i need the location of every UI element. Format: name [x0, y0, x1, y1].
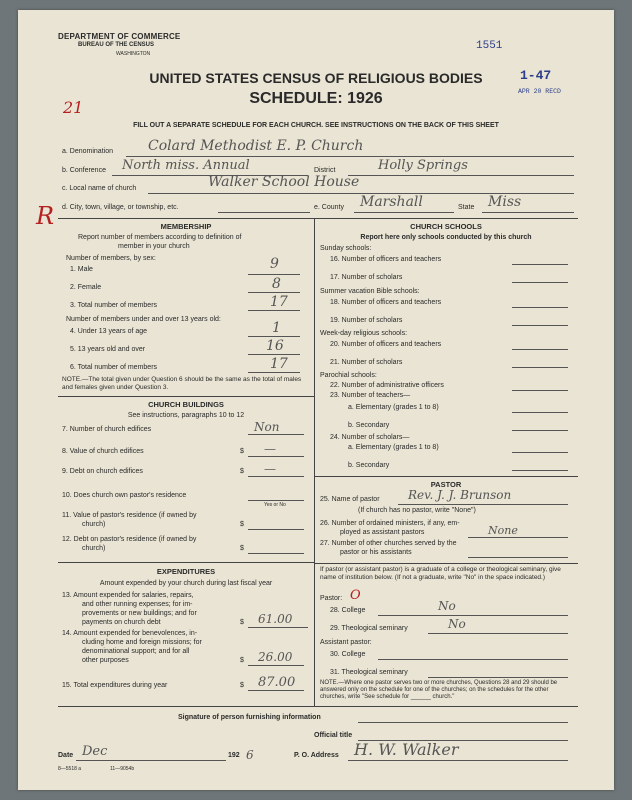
q26-label-1: 26. Number of ordained ministers, if any, em- — [320, 520, 460, 527]
district-label: District — [314, 167, 336, 174]
q11-dollar: $ — [240, 521, 244, 528]
print-code: 11—9054b — [110, 766, 135, 772]
pastor-mark: O — [350, 588, 361, 603]
state-value: Miss — [488, 194, 522, 210]
census-schedule-form — [18, 10, 614, 790]
buildings-title: CHURCH BUILDINGS — [148, 400, 224, 409]
q13-line-4: payments on church debt — [82, 619, 161, 626]
q12-label-2: church) — [82, 545, 106, 552]
q24b-label: b. Secondary — [348, 462, 390, 469]
weekday-schools-label: Week-day religious schools: — [320, 330, 408, 337]
q14-line-3: denominational support; and for all — [82, 648, 190, 655]
q12-dollar: $ — [240, 545, 244, 552]
city-name: WASHINGTON — [116, 51, 151, 57]
under-13-value: 1 — [272, 320, 281, 336]
q23b-label: b. Secondary — [348, 422, 390, 429]
members-by-sex: Number of members, by sex: — [66, 255, 156, 262]
q14-line-2: cluding home and foreign missions; for — [82, 639, 202, 646]
q10-hint: Yes or No — [264, 502, 286, 508]
q21-label: 21. Number of scholars — [330, 359, 403, 366]
state-label: State — [458, 204, 475, 211]
conference-label: b. Conference — [62, 167, 106, 174]
pastor-title: PASTOR — [430, 480, 462, 489]
expenditures-intro: Amount expended by your church during last fiscal year — [99, 580, 273, 587]
q11-label-2: church) — [82, 521, 106, 528]
parochial-schools-label: Parochial schools: — [320, 372, 377, 379]
denomination-label: a. Denomination — [62, 148, 113, 155]
schedule-title: SCHEDULE: 1926 — [249, 90, 383, 107]
q13-dollar: $ — [240, 619, 244, 626]
female-label: 2. Female — [70, 284, 102, 291]
sunday-schools-label: Sunday schools: — [320, 245, 372, 252]
schools-title: CHURCH SCHOOLS — [410, 222, 482, 231]
total-members-value: 17 — [270, 294, 288, 310]
over-13-value: 16 — [266, 338, 284, 354]
male-label: 1. Male — [70, 266, 93, 273]
q27-label-2: pastor or his assistants — [340, 549, 412, 556]
q31-label: 31. Theological seminary — [330, 669, 408, 676]
q30-label: 30. College — [330, 651, 366, 658]
year-digit: 6 — [246, 748, 254, 762]
q15-label: 15. Total expenditures during year — [62, 682, 168, 689]
buildings-subtitle: See instructions, paragraphs 10 to 12 — [127, 412, 245, 419]
q25-label: 25. Name of pastor — [320, 496, 380, 503]
date-label: Date — [58, 752, 74, 759]
local-name-label: c. Local name of church — [62, 185, 137, 192]
q16-label: 16. Number of officers and teachers — [330, 256, 442, 263]
q23-label: 23. Number of teachers— — [330, 392, 411, 399]
pastor-label: Pastor: — [320, 595, 343, 602]
instructions-line: FILL OUT A SEPARATE SCHEDULE FOR EACH CHURCH. SEE INSTRUCTIONS ON THE BACK OF THIS SHEET — [133, 122, 499, 129]
membership-note: NOTE.—The total given under Question 6 should be the same as the total of males and females given under Question 3. — [62, 376, 302, 391]
q17-label: 17. Number of scholars — [330, 274, 403, 281]
membership-intro-1: Report number of members according to definition of — [78, 234, 242, 241]
q14-line-1: 14. Amount expended for benevolences, in- — [62, 630, 198, 637]
local-name-value: Walker School House — [208, 174, 360, 190]
file-number-stamp: 1-47 — [520, 68, 552, 83]
county-label: e. County — [314, 204, 344, 211]
q29-label: 29. Theological seminary — [330, 625, 408, 632]
q7-value: Non — [254, 420, 280, 434]
q23a-label: a. Elementary (grades 1 to 8) — [348, 404, 439, 411]
red-mark: R — [36, 202, 55, 230]
summer-schools-label: Summer vacation Bible schools: — [320, 288, 420, 295]
pastor-note: NOTE.—Where one pastor serves two or more churches, Questions 28 and 29 should be answered only on the schedule for one of the churches; on the schedules for the other churches, write "See schedule for ______ church." — [320, 680, 558, 700]
received-date-stamp: APR 20 RECD — [518, 88, 561, 95]
under-13-label: 4. Under 13 years of age — [70, 328, 148, 335]
q24a-label: a. Elementary (grades 1 to 8) — [348, 444, 439, 451]
q9-label: 9. Debt on church edifices — [62, 468, 143, 475]
q8-label: 8. Value of church edifices — [62, 448, 144, 455]
signature-label: Signature of person furnishing information — [178, 714, 321, 721]
q26-label-2: ployed as assistant pastors — [340, 529, 425, 536]
q22-label: 22. Number of administrative officers — [330, 382, 444, 389]
age-intro: Number of members under and over 13 years old: — [66, 316, 221, 323]
college-note: If pastor (or assistant pastor) is a graduate of a college or theological seminary, give name of institution below. (If not a graduate, write "No" in the space indicated.) — [320, 566, 561, 581]
official-title-label: Official title — [314, 732, 353, 739]
q13-line-3: provements or new buildings; and for — [82, 610, 197, 617]
membership-intro-2: member in your church — [118, 243, 190, 250]
q10-label: 10. Does church own pastor's residence — [62, 492, 187, 499]
form-code: 8—5518 a — [58, 766, 82, 772]
q13-line-2: and other running expenses; for im- — [82, 601, 193, 608]
denomination-value: Colard Methodist E. P. Church — [148, 138, 364, 154]
q8-value: — — [264, 442, 276, 456]
district-value: Holly Springs — [378, 158, 468, 173]
year-prefix: 192 — [228, 752, 240, 759]
q13-value: 61.00 — [258, 612, 293, 626]
q9-value: — — [264, 462, 276, 476]
q25-value: Rev. J. J. Brunson — [408, 488, 512, 502]
male-value: 9 — [270, 256, 279, 272]
q13-line-1: 13. Amount expended for salaries, repairs, — [62, 592, 194, 599]
stamp-number: 1551 — [476, 40, 503, 52]
q27-label-1: 27. Number of other churches served by the — [320, 540, 457, 547]
q7-label: 7. Number of church edifices — [62, 426, 152, 433]
date-value: Dec — [82, 744, 108, 759]
total-members-6-value: 17 — [270, 356, 288, 372]
female-value: 8 — [272, 276, 281, 292]
q19-label: 19. Number of scholars — [330, 317, 403, 324]
address-value: H. W. Walker — [354, 740, 459, 759]
q28-label: 28. College — [330, 607, 366, 614]
conference-value: North miss. Annual — [122, 158, 250, 173]
department-name: DEPARTMENT OF COMMERCE — [58, 32, 181, 41]
q14-dollar: $ — [240, 657, 244, 664]
q12-label-1: 12. Debt on pastor's residence (if owned by — [62, 536, 197, 543]
assistant-pastor-label: Assistant pastor: — [320, 639, 372, 646]
county-value: Marshall — [360, 194, 423, 210]
q9-dollar: $ — [240, 468, 244, 475]
schools-intro: Report here only schools conducted by this church — [360, 234, 532, 241]
q15-dollar: $ — [240, 682, 244, 689]
q8-dollar: $ — [240, 448, 244, 455]
total-members-label: 3. Total number of members — [70, 302, 158, 309]
q18-label: 18. Number of officers and teachers — [330, 299, 442, 306]
over-13-label: 5. 13 years old and over — [70, 346, 146, 353]
address-label: P. O. Address — [294, 752, 339, 759]
q20-label: 20. Number of officers and teachers — [330, 341, 442, 348]
q26-value: None — [488, 524, 518, 537]
q28-value: No — [438, 599, 456, 613]
form-title: UNITED STATES CENSUS OF RELIGIOUS BODIES — [149, 70, 483, 86]
q29-value: No — [448, 617, 466, 631]
q24-label: 24. Number of scholars— — [330, 434, 410, 441]
city-label: d. City, town, village, or township, etc. — [62, 204, 179, 211]
q14-value: 26.00 — [258, 650, 293, 664]
handwritten-number: 21 — [63, 98, 84, 117]
q25-hint: (If church has no pastor, write "None") — [358, 507, 476, 514]
total-members-6-label: 6. Total number of members — [70, 364, 158, 371]
q15-value: 87.00 — [258, 675, 296, 690]
bureau-name: BUREAU OF THE CENSUS — [78, 42, 155, 48]
q11-label-1: 11. Value of pastor's residence (if owned by — [62, 512, 197, 519]
q14-line-4: other purposes — [82, 657, 129, 664]
membership-title: MEMBERSHIP — [160, 222, 212, 231]
expenditures-title: EXPENDITURES — [156, 567, 216, 576]
